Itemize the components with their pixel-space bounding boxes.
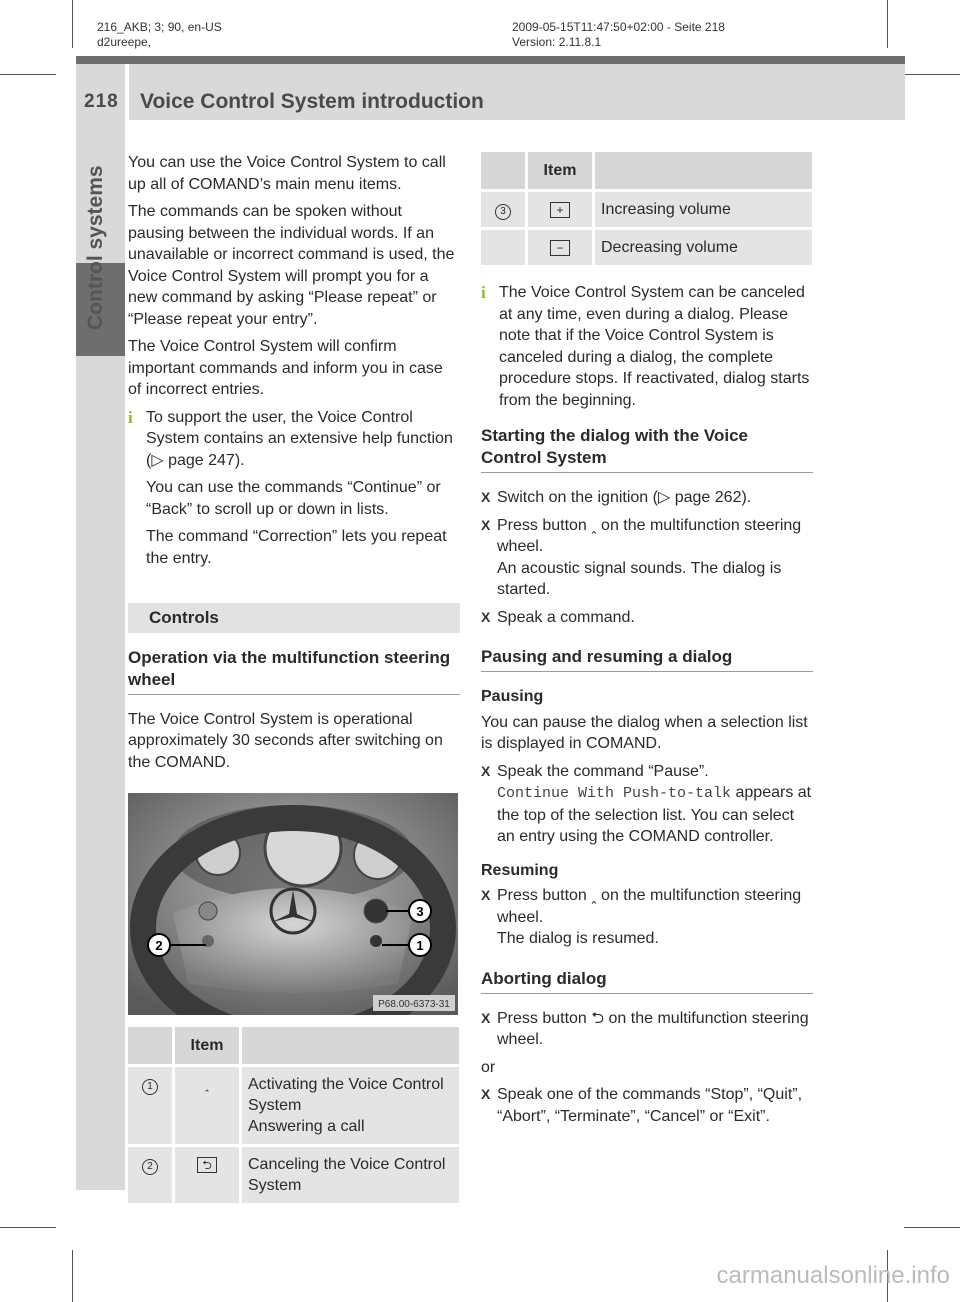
svg-text:2: 2 — [155, 938, 163, 953]
page-number: 218 — [84, 91, 119, 112]
page-title: Voice Control System introduction — [140, 90, 484, 113]
info-text: To support the user, the Voice Control System contains an extensive help function (▷ page 247). — [146, 408, 453, 469]
page-header-bar — [76, 56, 905, 64]
item-number: 1 — [142, 1079, 158, 1095]
doc-meta-right-line2: Version: 2.11.8.1 — [512, 35, 602, 49]
steering-wheel-illustration — [128, 793, 458, 1015]
info-text: You can use the commands “Continue” or “Back” to scroll up or down in lists. — [146, 479, 441, 518]
paragraph: The Voice Control System is operational approximately 30 seconds after switching on the COMAND. — [128, 710, 443, 771]
left-column — [128, 152, 460, 1206]
info-note — [128, 407, 460, 570]
item-number: 3 — [495, 204, 511, 220]
phone-voice-icon: ꞈ — [205, 1077, 209, 1092]
instruction-step: X Press button ꞈ on the multifunction steering wheel. — [481, 515, 813, 558]
item-description: Answering a call — [248, 1118, 365, 1135]
header-divider — [125, 64, 129, 120]
doc-meta-right — [512, 20, 725, 50]
subheading: Starting the dialog with the Voice Control System — [481, 425, 813, 473]
result-text: The dialog is resumed. — [497, 930, 659, 947]
doc-meta-right-line1: 2009-05-15T11:47:50+02:00 - Seite 218 — [512, 20, 725, 34]
crop-mark — [0, 1227, 56, 1228]
crop-mark — [904, 1227, 960, 1228]
minor-heading: Pausing — [481, 688, 544, 705]
plus-icon: + — [550, 202, 570, 218]
result-text-rest: appears at the top of the selection list. You can select an entry using the COMAND controller. — [497, 784, 812, 845]
steering-wheel-image — [128, 793, 458, 1015]
info-icon: i — [128, 407, 133, 427]
instruction-step: X Speak one of the commands “Stop”, “Quit”, “Abort”, “Terminate”, “Cancel” or “Exit”. — [481, 1084, 813, 1127]
table-header-row — [481, 152, 812, 191]
instruction-step: X Speak a command. — [481, 607, 813, 629]
table-header: Item — [174, 1027, 241, 1066]
item-description: Decreasing volume — [594, 229, 813, 267]
result-text — [481, 782, 813, 848]
crop-mark — [904, 74, 960, 75]
svg-text:1: 1 — [416, 938, 424, 953]
image-code: P68.00-6373-31 — [378, 999, 450, 1010]
table-row — [128, 1066, 459, 1146]
doc-meta-left — [97, 20, 222, 50]
right-column — [481, 152, 813, 1133]
info-note — [481, 282, 813, 411]
table-row — [481, 191, 812, 229]
info-icon: i — [481, 283, 486, 302]
watermark: carmanualsonline.info — [716, 1262, 950, 1289]
instruction-step: X Press button ꞈ on the multifunction steering wheel. — [481, 885, 813, 928]
crop-mark — [887, 0, 888, 48]
item-description: Activating the Voice Control System — [248, 1076, 444, 1114]
subheading: Pausing and resuming a dialog — [481, 646, 813, 672]
info-text: The command “Correction” lets you repeat the entry. — [146, 528, 447, 567]
crop-mark — [72, 0, 73, 48]
table-row — [128, 1146, 459, 1205]
back-icon: ⮌ — [197, 1157, 217, 1173]
instruction-step: X Speak the command “Pause”. — [481, 761, 813, 783]
svg-text:3: 3 — [416, 904, 424, 919]
info-text: The Voice Control System can be canceled at any time, even during a dialog. Please note that if the Voice Control System is canceled during a dialog, the complete procedure stops. If reactivated, dialog starts from the beginning. — [499, 284, 810, 409]
subheading: Aborting dialog — [481, 968, 813, 994]
display-message: Continue With Push-to-talk — [497, 785, 732, 802]
paragraph: The Voice Control System will confirm important commands and inform you in case of incorrect entries. — [128, 338, 443, 398]
paragraph: You can pause the dialog when a selection list is displayed in COMAND. — [481, 713, 808, 752]
crop-mark — [0, 74, 56, 75]
table-header: Item — [527, 152, 594, 191]
section-heading: Controls — [128, 603, 460, 633]
paragraph: The commands can be spoken without pausing between the individual words. If an unavailable or incorrect command is used, the Voice Control System will prompt you for a new command by asking “Please repeat” or “Please repeat your entry”. — [128, 203, 455, 328]
item-description: Canceling the Voice Control System — [248, 1156, 446, 1194]
table-row — [481, 229, 812, 267]
crop-mark — [72, 1250, 73, 1302]
instruction-step: X Switch on the ignition (▷ page 262). — [481, 487, 813, 509]
table-header-row — [128, 1027, 459, 1066]
item-number: 2 — [142, 1159, 158, 1175]
doc-meta-left-line1: 216_AKB; 3; 90, en-US — [97, 20, 222, 34]
doc-meta-left-line2: d2ureepe, — [97, 35, 152, 49]
paragraph: You can use the Voice Control System to call up all of COMAND’s main menu items. — [128, 154, 446, 193]
paragraph: or — [481, 1058, 496, 1076]
result-text: An acoustic signal sounds. The dialog is started. — [497, 559, 782, 598]
instruction-step: X Press button ⮌ on the multifunction steering wheel. — [481, 1008, 813, 1051]
item-description: Increasing volume — [594, 191, 813, 229]
side-tab-label: Control systems — [84, 165, 107, 330]
controls-table-right — [481, 152, 812, 268]
controls-table-left — [128, 1027, 459, 1206]
minus-icon: − — [550, 240, 570, 256]
subheading: Operation via the multifunction steering wheel — [128, 647, 460, 695]
minor-heading: Resuming — [481, 861, 559, 879]
